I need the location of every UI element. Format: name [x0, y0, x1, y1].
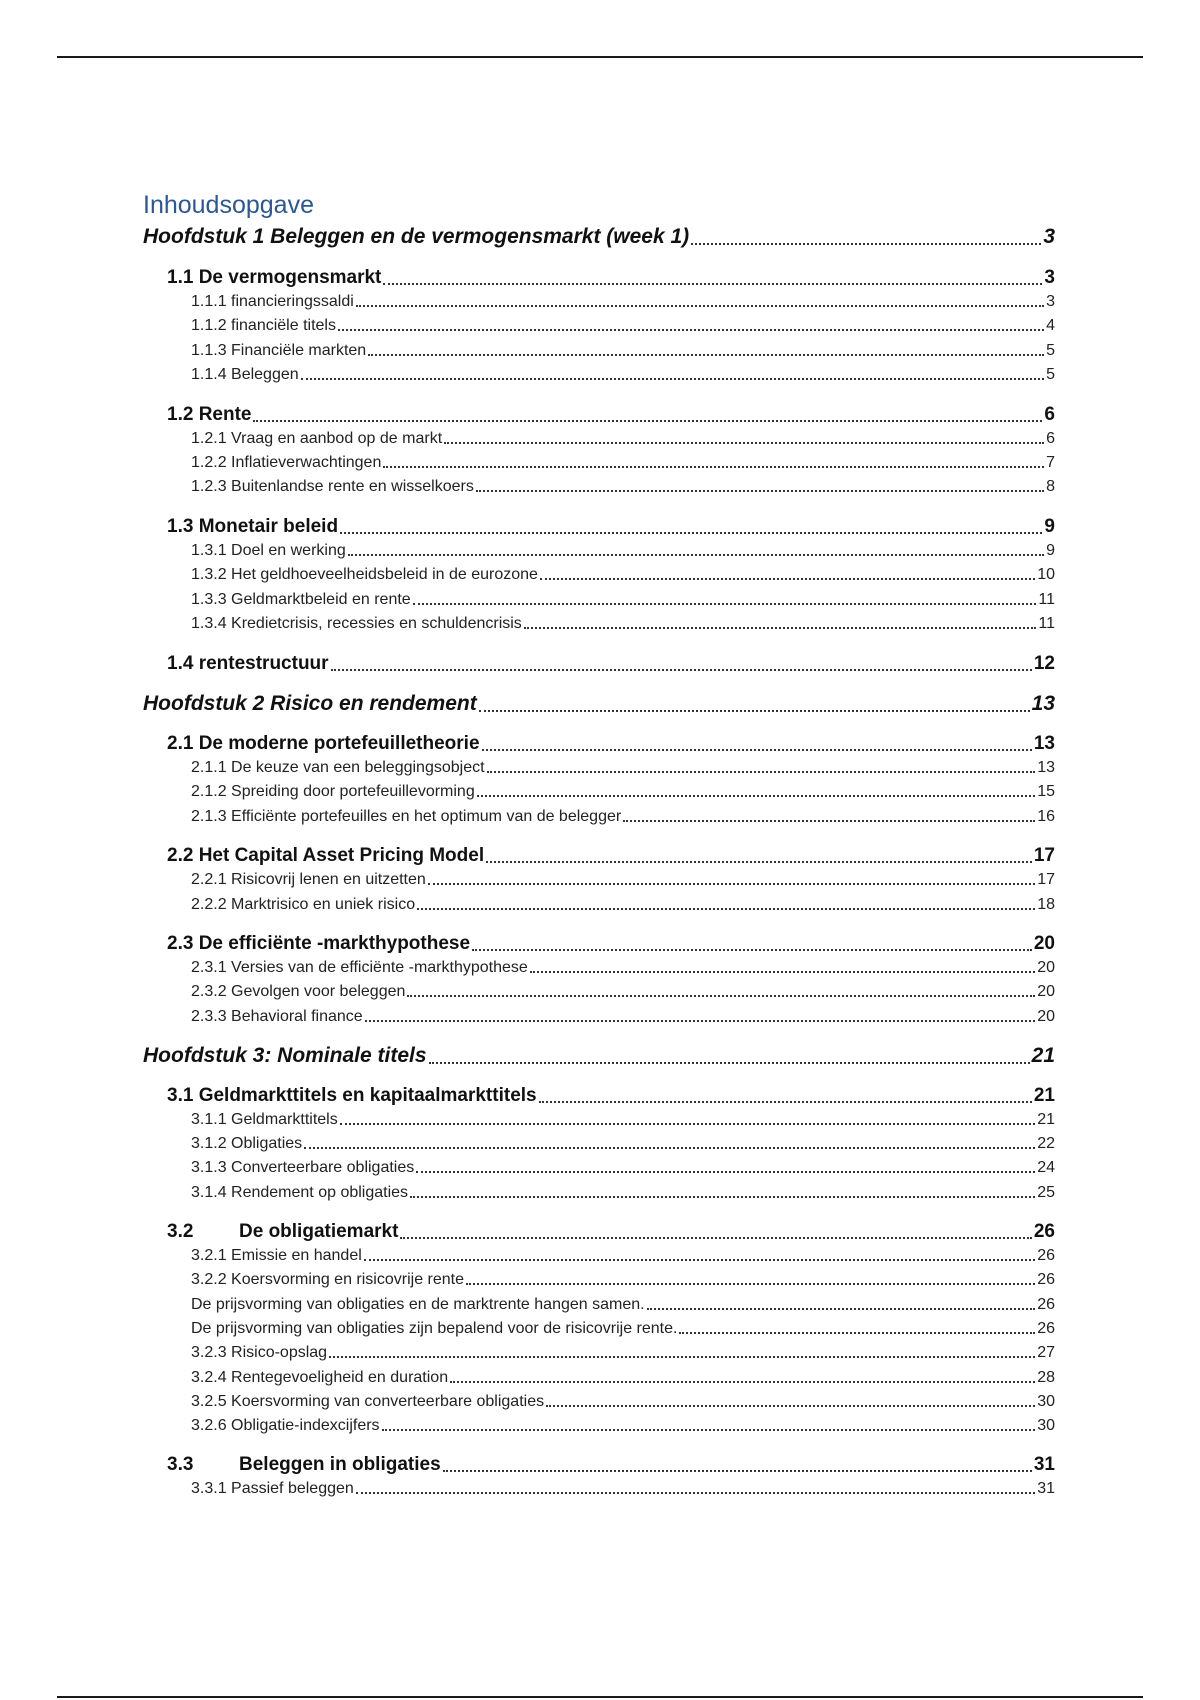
toc-entry-label: 1.3.2 Het geldhoeveelheidsbeleid in de eurozone: [191, 566, 538, 583]
toc-page-number: 26: [1037, 1247, 1055, 1264]
toc-entry-label: 3.2.6 Obligatie-indexcijfers: [191, 1417, 380, 1434]
toc-dot-leader: [417, 908, 1035, 910]
toc-dot-leader: [410, 1196, 1035, 1198]
toc-entry-label: 2.2.1 Risicovrij lenen en uitzetten: [191, 871, 426, 888]
toc-page-number: 31: [1033, 1454, 1055, 1475]
toc-dot-leader: [647, 1308, 1036, 1310]
toc-dot-leader: [416, 1171, 1035, 1173]
toc-entry-label: 1.3.4 Kredietcrisis, recessies en schuldencrisis: [191, 615, 522, 632]
toc-dot-leader: [340, 1123, 1035, 1125]
toc-dot-leader: [383, 283, 1042, 285]
toc-dot-leader: [679, 1332, 1035, 1334]
toc-entry-label: 2.1.3 Efficiënte portefeuilles en het optimum van de belegger: [191, 808, 622, 825]
toc-entry-number: 3.2: [167, 1221, 194, 1242]
toc-page-number: 3: [1046, 293, 1055, 310]
toc-subsection-entry[interactable]: [191, 1111, 1055, 1129]
toc-section-entry[interactable]: [167, 1221, 1055, 1243]
toc-subsection-entry[interactable]: [191, 1369, 1055, 1387]
toc-page-number: 13: [1031, 692, 1055, 715]
toc-entry-label: 3.1.2 Obligaties: [191, 1135, 303, 1152]
toc-page-number: 9: [1046, 542, 1055, 559]
toc-dot-leader: [476, 490, 1044, 492]
toc-entry-label: 1.2.3 Buitenlandse rente en wisselkoers: [191, 478, 474, 495]
toc-entry-label: 1.3 Monetair beleid: [167, 516, 339, 537]
toc-page-number: 5: [1046, 342, 1055, 359]
toc-section-entry[interactable]: [167, 1454, 1055, 1476]
toc-subsection-entry[interactable]: [191, 366, 1055, 384]
toc-entry-label: 3.1.4 Rendement op obligaties: [191, 1184, 409, 1201]
toc-page-number: 10: [1037, 566, 1055, 583]
toc-dot-leader: [477, 795, 1035, 797]
toc-entry-label: 2.3.3 Behavioral finance: [191, 1008, 363, 1025]
toc-page-number: 25: [1037, 1184, 1055, 1201]
toc-section-entry[interactable]: [167, 733, 1055, 755]
toc-subsection-entry[interactable]: [191, 1159, 1055, 1177]
toc-dot-leader: [479, 710, 1030, 712]
toc-dot-leader: [301, 378, 1044, 380]
toc-dot-leader: [413, 603, 1037, 605]
toc-dot-leader: [338, 329, 1044, 331]
toc-subsection-entry[interactable]: [191, 896, 1055, 914]
toc-entry-label: 1.1.3 Financiële markten: [191, 342, 367, 359]
header-rule: [57, 56, 1143, 58]
toc-page-number: 4: [1046, 317, 1055, 334]
toc-subsection-entry[interactable]: [191, 430, 1055, 448]
toc-section-entry[interactable]: [167, 653, 1055, 675]
toc-title: Inhoudsopgave: [143, 191, 314, 219]
toc-dot-leader: [364, 1259, 1035, 1261]
toc-dot-leader: [368, 354, 1044, 356]
toc-dot-leader: [540, 578, 1035, 580]
toc-dot-leader: [466, 1283, 1035, 1285]
toc-entry-label: 3.2.2 Koersvorming en risicovrije rente: [191, 1271, 465, 1288]
toc-entry-label: 2.1.1 De keuze van een beleggingsobject: [191, 759, 485, 776]
toc-page-number: 31: [1037, 1480, 1055, 1497]
toc-dot-leader: [329, 1356, 1035, 1358]
toc-page-number: 22: [1037, 1135, 1055, 1152]
toc-dot-leader: [623, 820, 1035, 822]
toc-dot-leader: [472, 949, 1032, 951]
toc-entry-label: Hoofdstuk 2 Risico en rendement: [143, 692, 477, 715]
toc-entry-number: 3.3: [167, 1454, 194, 1475]
toc-subsection-entry[interactable]: [191, 759, 1055, 777]
toc-page-number: 3: [1044, 267, 1055, 288]
toc-dot-leader: [365, 1020, 1036, 1022]
toc-page-number: 11: [1038, 591, 1055, 608]
toc-dot-leader: [443, 1470, 1032, 1472]
toc-entry-label: 2.3.2 Gevolgen voor beleggen: [191, 983, 406, 1000]
toc-page-number: 20: [1037, 983, 1055, 1000]
toc-page-number: 21: [1031, 1044, 1055, 1067]
toc-entry-label: De obligatiemarkt: [239, 1221, 399, 1242]
toc-entry-label: 1.2 Rente: [167, 404, 252, 425]
toc-subsection-entry[interactable]: [191, 983, 1055, 1001]
toc-dot-leader: [450, 1381, 1035, 1383]
footer-rule: [57, 1696, 1143, 1698]
toc-page-number: 6: [1044, 404, 1055, 425]
toc-subsection-entry[interactable]: [191, 959, 1055, 977]
toc-dot-leader: [487, 771, 1036, 773]
toc-dot-leader: [340, 532, 1042, 534]
toc-section-entry[interactable]: [167, 845, 1055, 867]
toc-dot-leader: [428, 883, 1035, 885]
toc-subsection-entry[interactable]: [191, 808, 1055, 826]
toc-dot-leader: [546, 1405, 1035, 1407]
toc-subsection-entry[interactable]: [191, 1393, 1055, 1411]
toc-entry-label: 3.2.1 Emissie en handel: [191, 1247, 362, 1264]
toc-page-number: 18: [1037, 896, 1055, 913]
toc-entry-label: Hoofdstuk 3: Nominale titels: [143, 1044, 427, 1067]
toc-subsection-entry[interactable]: [191, 1271, 1055, 1289]
toc-page-number: 13: [1033, 733, 1055, 754]
toc-page-number: 17: [1033, 845, 1055, 866]
toc-page-number: 20: [1037, 959, 1055, 976]
toc-entry-label: 1.3.3 Geldmarktbeleid en rente: [191, 591, 411, 608]
toc-dot-leader: [539, 1101, 1032, 1103]
toc-entry-label: 3.2.5 Koersvorming van converteerbare obligaties: [191, 1393, 545, 1410]
toc-entry-label: 2.2.2 Marktrisico en uniek risico: [191, 896, 416, 913]
toc-page-number: 30: [1037, 1417, 1055, 1434]
toc-dot-leader: [253, 420, 1042, 422]
toc-entry-label: 1.2.2 Inflatieverwachtingen: [191, 454, 382, 471]
toc-subsection-entry[interactable]: [191, 1135, 1055, 1153]
toc-entry-label: Beleggen in obligaties: [239, 1454, 441, 1475]
toc-dot-leader: [486, 861, 1032, 863]
toc-dot-leader: [691, 243, 1041, 245]
toc-entry-label: 3.2.4 Rentegevoeligheid en duration: [191, 1369, 449, 1386]
toc-chapter-entry[interactable]: [143, 692, 1055, 716]
toc-dot-leader: [356, 305, 1044, 307]
toc-page-number: 26: [1037, 1296, 1055, 1313]
toc-entry-label: 3.1.1 Geldmarkttitels: [191, 1111, 338, 1128]
toc-subsection-entry[interactable]: [191, 615, 1055, 633]
toc-chapter-entry[interactable]: [143, 1044, 1055, 1068]
toc-entry-label: De prijsvorming van obligaties en de marktrente hangen samen.: [191, 1296, 645, 1313]
toc-dot-leader: [348, 554, 1044, 556]
toc-subsection-entry[interactable]: [191, 542, 1055, 560]
toc-entry-label: 2.3.1 Versies van de efficiënte -markthypothese: [191, 959, 528, 976]
toc-dot-leader: [331, 669, 1032, 671]
toc-page-number: 15: [1037, 783, 1055, 800]
toc-dot-leader: [429, 1062, 1030, 1064]
toc-page-number: 27: [1037, 1344, 1055, 1361]
toc-subsection-entry[interactable]: [191, 566, 1055, 584]
toc-page-number: 21: [1033, 1085, 1055, 1106]
toc-page-number: 16: [1037, 808, 1055, 825]
toc-entry-label: Hoofdstuk 1 Beleggen en de vermogensmarkt (week 1): [143, 225, 690, 248]
toc-entry-label: 3.1 Geldmarkttitels en kapitaalmarkttitels: [167, 1085, 537, 1106]
toc-subsection-entry[interactable]: [191, 1417, 1055, 1435]
toc-page-number: 30: [1037, 1393, 1055, 1410]
toc-page-number: 17: [1037, 871, 1055, 888]
toc-page-number: 12: [1033, 653, 1055, 674]
toc-entry-label: 2.1 De moderne portefeuilletheorie: [167, 733, 480, 754]
toc-entry-label: 1.1 De vermogensmarkt: [167, 267, 382, 288]
toc-subsection-entry[interactable]: [191, 1008, 1055, 1026]
toc-entry-label: 1.1.2 financiële titels: [191, 317, 336, 334]
toc-entry-label: 3.1.3 Converteerbare obligaties: [191, 1159, 415, 1176]
toc-subsection-entry[interactable]: [191, 871, 1055, 889]
toc-subsection-entry[interactable]: [191, 317, 1055, 335]
toc-page-number: 24: [1037, 1159, 1055, 1176]
toc-subsection-entry[interactable]: [191, 1184, 1055, 1202]
toc-paragraph-entry[interactable]: [191, 1296, 1055, 1314]
toc-dot-leader: [304, 1147, 1035, 1149]
toc-paragraph-entry[interactable]: [191, 1320, 1055, 1338]
toc-entry-label: 1.3.1 Doel en werking: [191, 542, 346, 559]
toc-entry-label: 1.1.1 financieringssaldi: [191, 293, 354, 310]
toc-dot-leader: [383, 466, 1044, 468]
toc-page-number: 26: [1037, 1271, 1055, 1288]
toc-page-number: 20: [1037, 1008, 1055, 1025]
toc-page-number: 6: [1046, 430, 1055, 447]
toc-entry-label: 2.1.2 Spreiding door portefeuillevorming: [191, 783, 475, 800]
toc-page-number: 20: [1033, 933, 1055, 954]
toc-entry-label: 2.2 Het Capital Asset Pricing Model: [167, 845, 485, 866]
toc-page-number: 26: [1037, 1320, 1055, 1337]
toc-subsection-entry[interactable]: [191, 342, 1055, 360]
toc-page-number: 3: [1043, 225, 1055, 248]
toc-entry-label: 1.1.4 Beleggen: [191, 366, 299, 383]
toc-dot-leader: [356, 1492, 1035, 1494]
toc-section-entry[interactable]: [167, 516, 1055, 538]
toc-subsection-entry[interactable]: [191, 478, 1055, 496]
toc-entry-label: 3.2.3 Risico-opslag: [191, 1344, 328, 1361]
toc-dot-leader: [444, 442, 1044, 444]
toc-page-number: 8: [1046, 478, 1055, 495]
toc-subsection-entry[interactable]: [191, 1247, 1055, 1265]
toc-dot-leader: [524, 627, 1037, 629]
toc-dot-leader: [482, 749, 1032, 751]
toc-page-number: 13: [1037, 759, 1055, 776]
toc-subsection-entry[interactable]: [191, 293, 1055, 311]
toc-entry-label: 1.2.1 Vraag en aanbod op de markt: [191, 430, 443, 447]
toc-dot-leader: [382, 1429, 1036, 1431]
toc-page-number: 9: [1044, 516, 1055, 537]
toc-entry-label: De prijsvorming van obligaties zijn bepalend voor de risicovrije rente.: [191, 1320, 678, 1337]
toc-page-number: 5: [1046, 366, 1055, 383]
toc-subsection-entry[interactable]: [191, 783, 1055, 801]
toc-chapter-entry[interactable]: [143, 225, 1055, 249]
toc-page-number: 21: [1037, 1111, 1055, 1128]
toc-page-number: 26: [1033, 1221, 1055, 1242]
toc-subsection-entry[interactable]: [191, 1480, 1055, 1498]
toc-entry-label: 1.4 rentestructuur: [167, 653, 329, 674]
toc-page-number: 11: [1038, 615, 1055, 632]
toc-page-number: 28: [1037, 1369, 1055, 1386]
toc-section-entry[interactable]: [167, 1085, 1055, 1107]
toc-section-entry[interactable]: [167, 267, 1055, 289]
toc-section-entry[interactable]: [167, 404, 1055, 426]
toc-dot-leader: [400, 1237, 1031, 1239]
toc-subsection-entry[interactable]: [191, 1344, 1055, 1362]
toc-dot-leader: [407, 995, 1035, 997]
toc-entry-label: 2.3 De efficiënte -markthypothese: [167, 933, 471, 954]
toc-dot-leader: [530, 971, 1035, 973]
toc-subsection-entry[interactable]: [191, 454, 1055, 472]
toc-page-number: 7: [1046, 454, 1055, 471]
toc-section-entry[interactable]: [167, 933, 1055, 955]
toc-entry-label: 3.3.1 Passief beleggen: [191, 1480, 354, 1497]
toc-subsection-entry[interactable]: [191, 591, 1055, 609]
